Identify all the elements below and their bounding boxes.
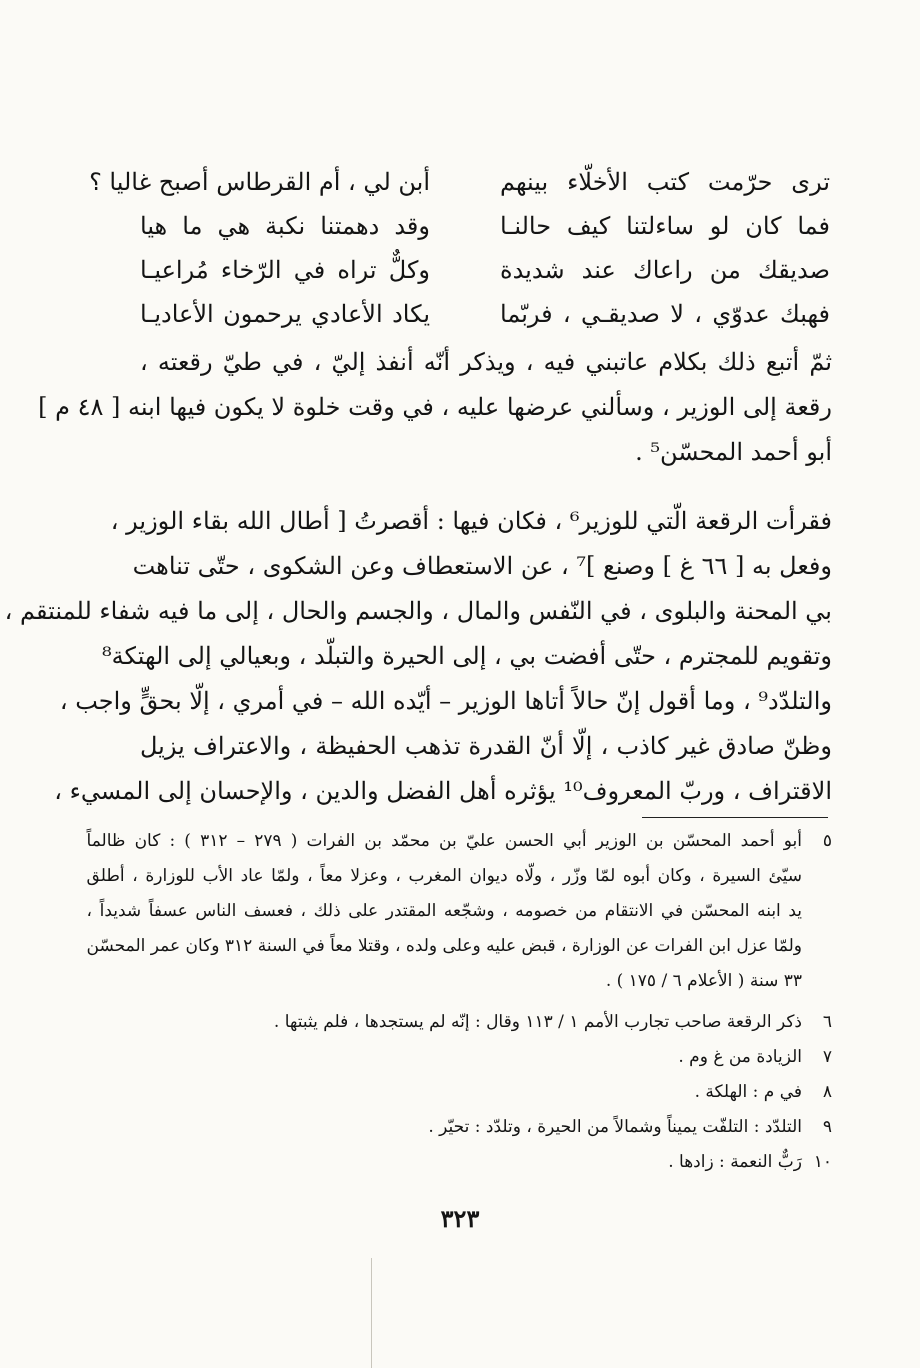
- paragraph-1: [38, 340, 833, 475]
- text-line: بي المحنة والبلوى ، في النّفس والمال ، والجسم والحال ، إلى ما فيه شفاء للمنتقم ،: [4, 597, 832, 625]
- poem-verse: [140, 248, 830, 292]
- footnote-line: رَبٌّ النعمة : زادها .: [668, 1152, 802, 1172]
- verse-first-hemistich: ترى حرّمت كتب الأخلّاء بينهم: [500, 168, 830, 196]
- text-line: وظنّ صادق غير كاذب ، إلّا أنّ القدرة تذهب الحفيظة ، والاعتراف يزيل: [140, 732, 832, 760]
- paragraph-2: [4, 499, 832, 814]
- footnote-8: [140, 1075, 832, 1110]
- verse-second-hemistich: يكاد الأعادي يرحمون الأعاديـا: [140, 300, 430, 328]
- footnote-text: [140, 1005, 802, 1040]
- footnote-text: [140, 1110, 802, 1145]
- text-line: أبو أحمد المحسّن⁵ .: [635, 438, 832, 466]
- verse-first-hemistich: فما كان لو ساءلتنا كيف حالنـا: [500, 212, 830, 240]
- text-line: وفعل به [ ٦٦ غ ] وصنع ]⁷ ، عن الاستعطاف وعن الشكوى ، حتّى تناهت: [132, 552, 832, 580]
- text-line: فقرأت الرقعة الّتي للوزير⁶ ، فكان فيها : أقصرتُ [ أطال الله بقاء الوزير ،: [110, 507, 832, 535]
- verse-first-hemistich: صديقك من راعاك عند شديدة: [500, 256, 830, 284]
- footnote-6: [140, 1005, 832, 1040]
- verse-second-hemistich: وكلٌّ تراه في الرّخاء مُراعيـا: [140, 256, 430, 284]
- text-line: الاقتراف ، وربّ المعروف¹⁰ يؤثره أهل الفضل والدين ، والإحسان إلى المسيء ،: [54, 777, 832, 805]
- poem-verse: [140, 292, 830, 336]
- footnote-number: ٥: [822, 831, 832, 851]
- text-line: والتلدّد⁹ ، وما أقول إنّ حالاً أتاها الوزير – أيّده الله – في أمري ، إلّا بحقٍّ واجب ،: [59, 687, 832, 715]
- poem: [89, 160, 830, 336]
- footnote-9: [140, 1110, 832, 1145]
- footnote-line: ذكر الرقعة صاحب تجارب الأمم ١ / ١١٣ وقال : إنّه لم يستجدها ، فلم يثبتها .: [273, 1012, 802, 1032]
- footnote-line: التلدّد : التلفّت يميناً وشمالاً من الحيرة ، وتلدّد : تحيّر .: [428, 1117, 802, 1137]
- scan-artifact-line: [371, 1258, 372, 1368]
- footnote-text: [87, 824, 802, 999]
- footnote-number: ٦: [822, 1012, 832, 1032]
- footnote-7: [140, 1040, 832, 1075]
- footnote-number: ٩: [822, 1117, 832, 1137]
- text-line: ثمّ أتبع ذلك بكلام عاتبني فيه ، ويذكر أنّه أنفذ إليّ ، في طيّ رقعته ،: [140, 348, 833, 376]
- footnote-line: الزيادة من غ وم .: [678, 1047, 802, 1067]
- main-text: [4, 340, 833, 814]
- paragraph-gap: [140, 475, 832, 499]
- page-number: ٣٢٣: [440, 1204, 480, 1233]
- footnote-line: أبو أحمد المحسّن بن الوزير أبي الحسن عليّ بن محمّد بن الفرات ( ٢٧٩ – ٣١٢ ) : كان ظالماً: [86, 831, 802, 851]
- text-line: وتقويم للمجترم ، حتّى أفضت بي ، إلى الحيرة والتبلّد ، وبعيالي إلى الهتكة⁸: [102, 642, 832, 670]
- verse-first-hemistich: فهبك عدوّي ، لا صديقـي ، فربّما: [500, 300, 830, 328]
- footnote-text: [140, 1145, 802, 1180]
- footnote-text: [140, 1040, 802, 1075]
- footnote-10: [140, 1145, 832, 1180]
- verse-second-hemistich: أبن لي ، أم القرطاس أصبح غاليا ؟: [89, 168, 430, 196]
- footnote-5: [86, 824, 832, 999]
- text-line: رقعة إلى الوزير ، وسألني عرضها عليه ، في وقت خلوة لا يكون فيها ابنه [ ٤٨ م ]: [38, 393, 832, 421]
- footnote-line: ٣٣ سنة ( الأعلام ٦ / ١٧٥ ) .: [605, 971, 802, 991]
- footnote-number: ١٠: [813, 1152, 832, 1172]
- footnote-line: في م : الهلكة .: [694, 1082, 802, 1102]
- poem-verse: [89, 160, 830, 204]
- footnotes: [86, 824, 832, 1180]
- footnote-number: ٧: [822, 1047, 832, 1067]
- footnote-separator: [642, 817, 828, 818]
- footnote-line: سيّئ السيرة ، وكان أبوه لمّا وزّر ، ولّاه ديوان المغرب ، وعزلا معاً ، ولمّا عاد الأب للوزارة ، أطلق: [86, 866, 802, 886]
- footnote-text: [140, 1075, 802, 1110]
- footnote-line: يد ابنه المحسّن في الانتقام من خصومه ، وشجّعه المقتدر على ذلك ، فعسف الناس عسفاً شديداً ،: [86, 901, 802, 921]
- verse-second-hemistich: وقد دهمتنا نكبة هي ما هيا: [140, 212, 430, 240]
- footnote-line: ولمّا عزل ابن الفرات عن الوزارة ، قبض عليه وعلى ولده ، وقتلا معاً في السنة ٣١٢ وكان عمر المحسّن: [86, 936, 802, 956]
- poem-verse: [140, 204, 830, 248]
- footnote-number: ٨: [822, 1082, 832, 1102]
